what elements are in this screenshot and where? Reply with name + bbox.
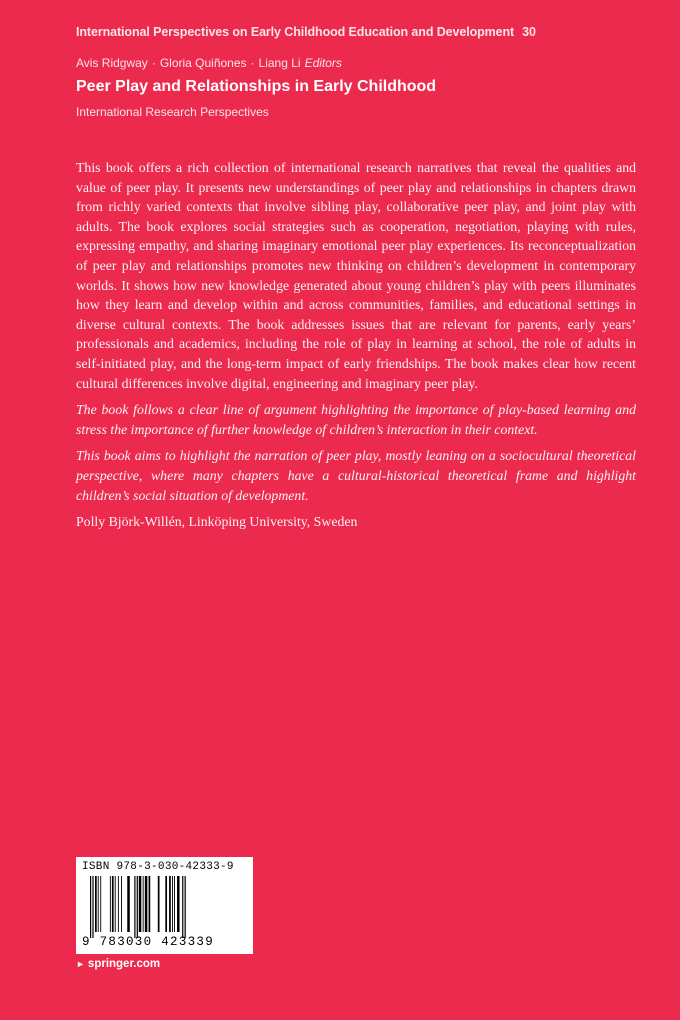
barcode-bar [127, 876, 129, 932]
barcode-bar [165, 876, 167, 932]
editors-role: Editors [304, 56, 342, 70]
review-quote: The book follows a clear line of argument highlighting the importance of play-based learning and stress the importance of further knowledge of children’s interaction in their context. [76, 402, 636, 437]
blurb [76, 158, 636, 539]
editor-name: Liang Li [258, 56, 301, 70]
editors-line [76, 56, 342, 70]
barcode-bar [95, 876, 97, 932]
series-name: International Perspectives on Early Childhood Education and Development [76, 25, 515, 39]
barcode-bar [100, 876, 101, 932]
book-subtitle: International Research Perspectives [76, 105, 269, 119]
barcode-bar [137, 876, 138, 938]
series-number: 30 [522, 25, 536, 39]
barcode-bar [145, 876, 148, 932]
barcode-bar [110, 876, 111, 932]
editor-separator: · [250, 56, 255, 70]
barcode-bar [177, 876, 180, 932]
barcode-bar [90, 876, 91, 938]
barcode-bar [182, 876, 183, 938]
barcode-bar [149, 876, 151, 932]
editor-name: Gloria Quiñones [159, 56, 247, 70]
barcode-bar [172, 876, 173, 932]
isbn-label: ISBN 978-3-030-42333-9 [82, 861, 234, 873]
publisher-link[interactable] [76, 958, 160, 970]
barcode-bar [98, 876, 99, 932]
publisher-url: springer.com [87, 958, 161, 970]
barcode-bar [115, 876, 116, 932]
barcode-bar [134, 876, 135, 938]
book-title: Peer Play and Relationships in Early Childhood [76, 78, 437, 95]
barcode-bar [169, 876, 171, 932]
isbn-barcode [76, 857, 253, 954]
barcode-bar [158, 876, 160, 932]
review-attribution: Polly Björk-Willén, Linköping University, Sweden [76, 514, 358, 530]
barcode-digits: 9 783030 423339 [82, 935, 215, 949]
barcode-bar [185, 876, 186, 938]
editor-separator: · [151, 56, 156, 70]
review-quote: This book aims to highlight the narration of peer play, mostly leaning on a sociocultural theoretical perspective, where many chapters have a cultural-historical theoretical frame and highlight children’s social situation of development. [76, 448, 636, 503]
series-line [76, 25, 656, 39]
barcode-bar [92, 876, 93, 938]
barcode-bar [143, 876, 144, 932]
editor-name: Avis Ridgway [76, 56, 148, 70]
barcode-bar [174, 876, 175, 932]
barcode-bar [118, 876, 119, 932]
description-paragraph: This book offers a rich collection of international research narratives that reveal the qualities and value of peer play. It presents new understandings of peer play and relationships in chapters drawn from richly varied contexts that involve sibling play, collaborative peer play, and joint play with adults. The book explores social strategies such as cooperation, negotiation, playing with rules, expressing empathy, and sharing imaginary emotional peer play experiences. Its reconceptualization of peer play and relationships promotes new thinking on children’s development in contemporary worlds. It shows how new knowledge generated about young children’s play with peers illuminates how they learn and develop within and across communities, families, and educational settings in diverse cultural contexts. The book addresses issues that are relevant for parents, early years’ professionals and academics, including the role of play in learning at school, the role of adults in self-initiated play, and the long-term impact of early friendships. The book makes clear how recent cultural differences involve digital, engineering and imaginary peer play. [76, 160, 636, 391]
barcode-bars [82, 876, 247, 938]
barcode-bar [139, 876, 142, 932]
barcode-bar [121, 876, 122, 932]
barcode-bar [112, 876, 114, 932]
arrow-right-icon: ► [76, 959, 85, 969]
